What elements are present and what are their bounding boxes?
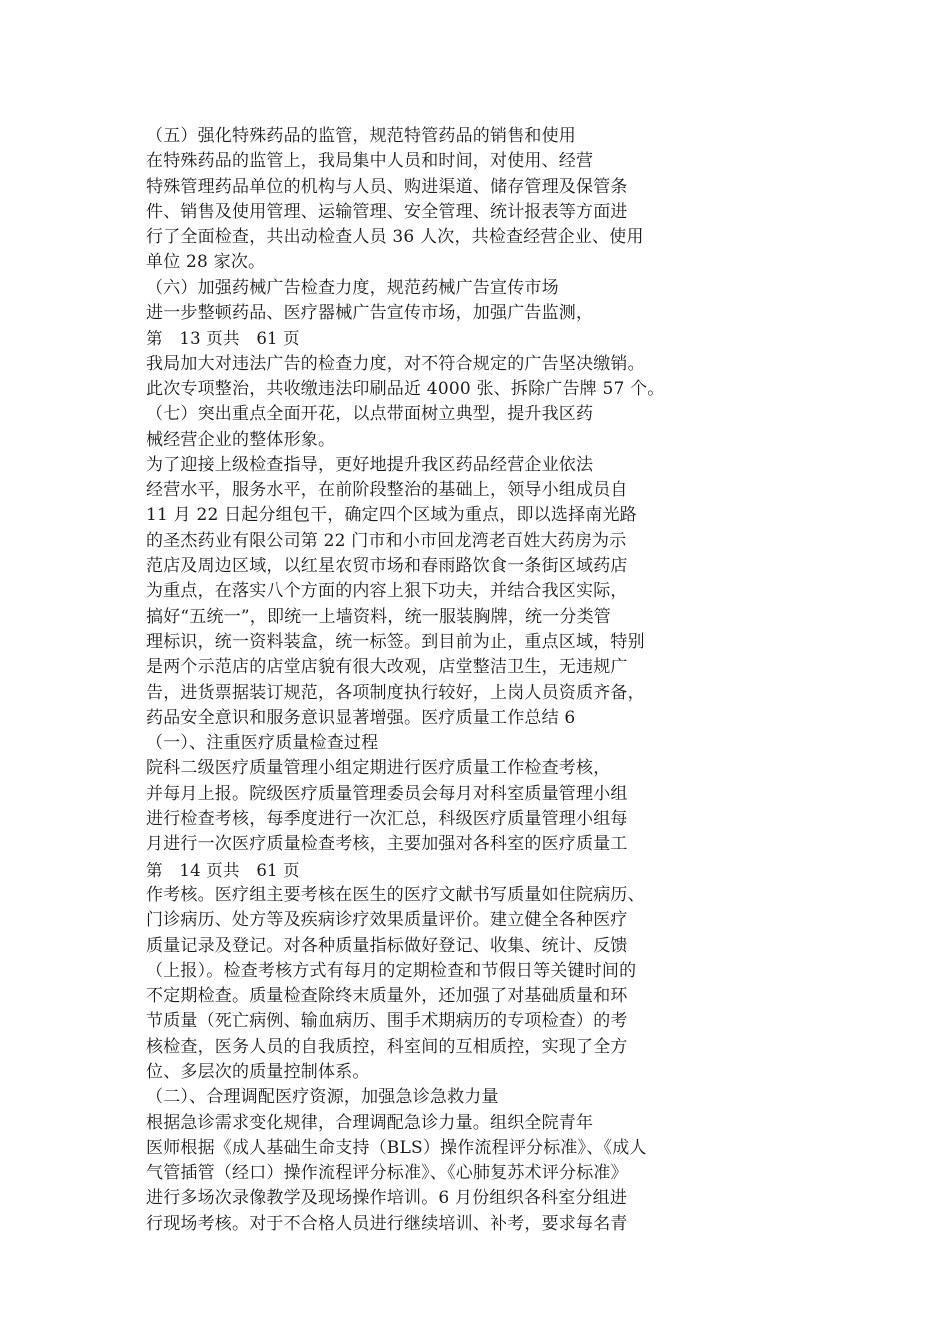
paragraph-line: 不定期检查。质量检查除终末质量外，还加强了对基础质量和环	[146, 986, 628, 1007]
paragraph-line: 药品安全意识和服务意识显著增强。医疗质量工作总结 6	[146, 707, 576, 728]
document-page	[146, 124, 866, 1237]
paragraph-line: 根据急诊需求变化规律，合理调配急诊力量。组织全院青年	[146, 1112, 594, 1133]
paragraph-line: （上报）。检查考核方式有每月的定期检查和节假日等关键时间的	[146, 960, 637, 981]
paragraph-line: 械经营企业的整体形象。	[146, 429, 336, 450]
paragraph-line: 月进行一次医疗质量检查考核，主要加强对各科室的医疗质量工	[146, 834, 628, 855]
paragraph-line: 件、销售及使用管理、运输管理、安全管理、统计报表等方面进	[146, 201, 628, 222]
paragraph-line: 我局加大对违法广告的检查力度，对不符合规定的广告坚决缴销。	[146, 353, 645, 374]
section-heading-1: （一）、注重医疗质量检查过程	[146, 733, 379, 754]
paragraph-line: 进行多场次录像教学及现场操作培训。6 月份组织各科室分组进	[146, 1188, 628, 1209]
paragraph-line: 医师根据《成人基础生命支持（BLS）操作流程评分标准》、《成人	[146, 1137, 647, 1158]
page-number-13: 第 13 页共 61 页	[146, 329, 300, 349]
paragraph-line: 此次专项整治，共收缴违法印刷品近 4000 张、拆除广告牌 57 个。	[146, 378, 665, 399]
paragraph-line: 并每月上报。院级医疗质量管理委员会每月对科室质量管理小组	[146, 783, 628, 804]
page-number-14: 第 14 页共 61 页	[146, 860, 300, 880]
paragraph-line: 理标识，统一资料装盒，统一标签。到目前为止，重点区域，特别	[146, 631, 645, 652]
paragraph-line: 质量记录及登记。对各种质量指标做好登记、收集、统计、反馈	[146, 935, 628, 956]
paragraph-line: 11 月 22 日起分组包干，确定四个区域为重点，即以选择南光路	[146, 505, 637, 526]
section-heading-5: （五）强化特殊药品的监管，规范特管药品的销售和使用	[146, 126, 576, 146]
paragraph-line: 进行检查考核，每季度进行一次汇总，科级医疗质量管理小组每	[146, 809, 628, 830]
paragraph-line: 范店及周边区域，以红星农贸市场和春雨路饮食一条街区域药店	[146, 556, 628, 577]
paragraph-line: 告，进货票据装订规范，各项制度执行较好，上岗人员资质齐备，	[146, 682, 645, 703]
paragraph-line: 单位 28 家次。	[146, 252, 266, 273]
paragraph-line: 进一步整顿药品、医疗器械广告宣传市场，加强广告监测，	[146, 303, 594, 324]
paragraph-line: 门诊病历、处方等及疾病诊疗效果质量评价。建立健全各种医疗	[146, 910, 628, 931]
paragraph-line: 经营水平，服务水平，在前阶段整治的基础上，领导小组成员自	[146, 480, 628, 501]
paragraph-line: 作考核。医疗组主要考核在医生的医疗文献书写质量如住院病历、	[146, 884, 645, 905]
paragraph-line: 气管插管（经口）操作流程评分标准》、《心肺复苏术评分标准》	[146, 1163, 628, 1184]
paragraph-line: 位、多层次的质量控制体系。	[146, 1061, 370, 1082]
paragraph-line: 为重点，在落实八个方面的内容上狠下功夫，并结合我区实际，	[146, 581, 628, 602]
section-heading-2: （二）、合理调配医疗资源，加强急诊急救力量	[146, 1087, 499, 1108]
paragraph-line: 搞好“五统一”，即统一上墙资料，统一服装胸牌，统一分类管	[146, 606, 611, 627]
paragraph-line: 特殊管理药品单位的机构与人员、购进渠道、储存管理及保管条	[146, 176, 628, 197]
paragraph-line: 的圣杰药业有限公司第 22 门市和小市回龙湾老百姓大药房为示	[146, 530, 627, 551]
section-heading-6: （六）加强药械广告检查力度，规范药械广告宣传市场	[146, 277, 559, 298]
paragraph-line: 行了全面检查，共出动检查人员 36 人次，共检查经营企业、使用	[146, 227, 644, 248]
paragraph-line: 是两个示范店的店堂店貌有很大改观，店堂整洁卫生，无违规广	[146, 657, 628, 678]
paragraph-line: 节质量（死亡病例、输血病历、围手术期病历的专项检查）的考	[146, 1011, 628, 1032]
paragraph-line: 在特殊药品的监管上，我局集中人员和时间，对使用、经营	[146, 151, 594, 172]
paragraph-line: 核检查，医务人员的自我质控，科室间的互相质控，实现了全方	[146, 1036, 628, 1057]
paragraph-line: 院科二级医疗质量管理小组定期进行医疗质量工作检查考核，	[146, 758, 611, 779]
section-heading-7: （七）突出重点全面开花，以点带面树立典型，提升我区药	[146, 404, 594, 425]
paragraph-line: 为了迎接上级检查指导，更好地提升我区药品经营企业依法	[146, 454, 594, 475]
paragraph-line: 行现场考核。对于不合格人员进行继续培训、补考，要求每名青	[146, 1213, 628, 1234]
